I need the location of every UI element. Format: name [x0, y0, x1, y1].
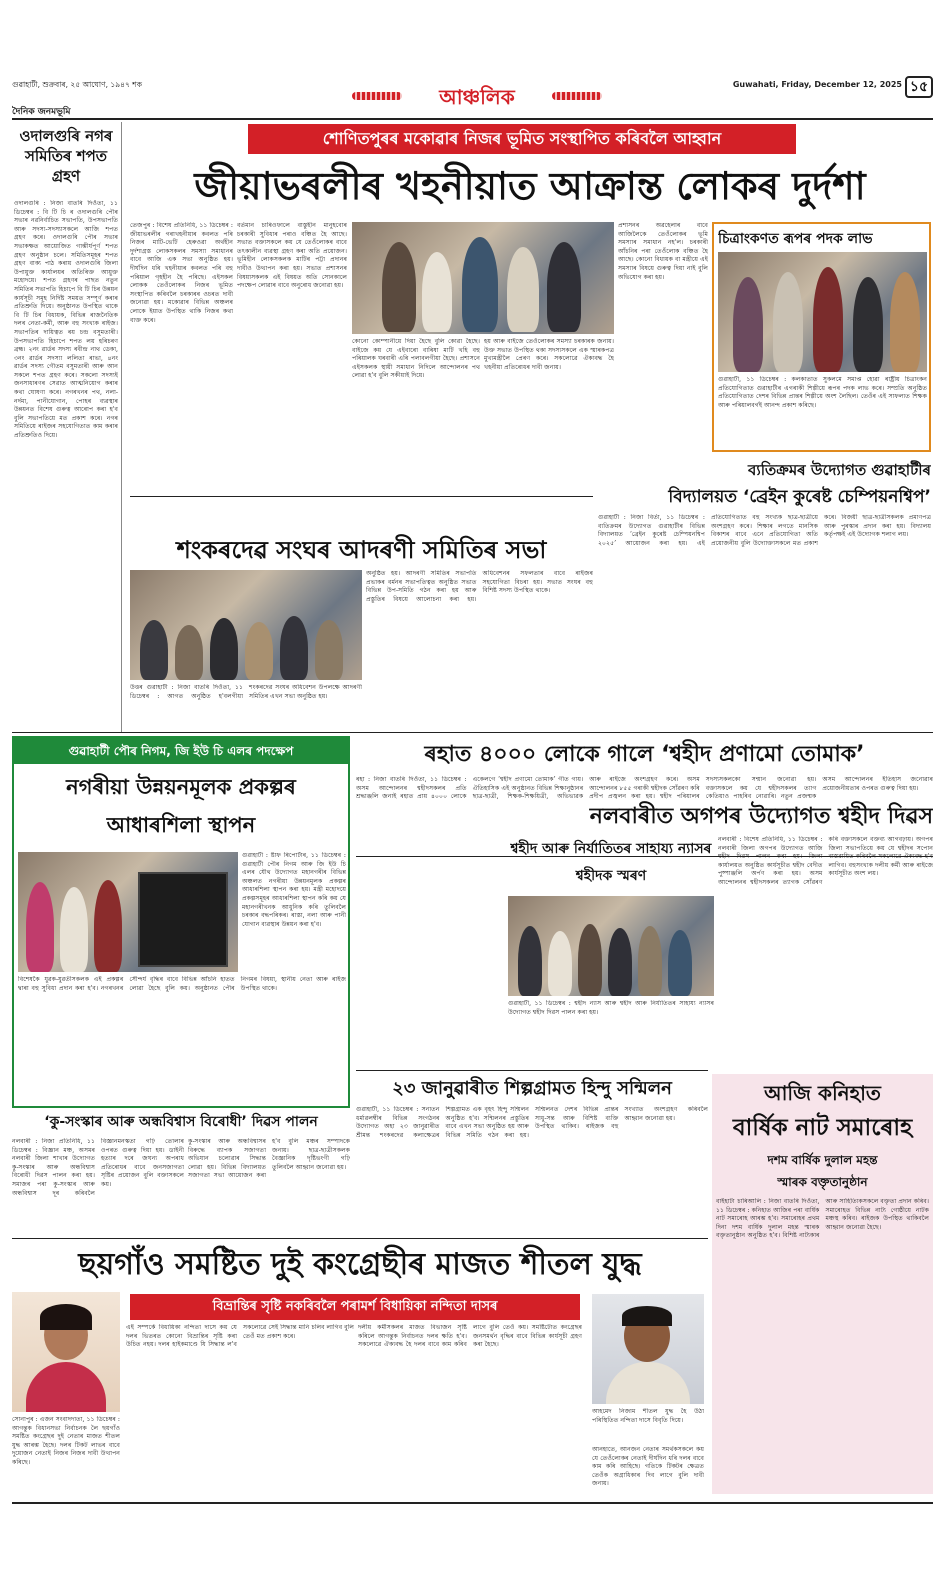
shankar-caption: উত্তৰ গুৱাহাটী : নিজা বাতৰি দিওঁতা, ১১ ডিচেম্বৰ : আগত অনুষ্ঠিত হ'বলগীয়া শংকৰদেৱ সংঘৰ অধিবেশন উপলক্ষে আদৰণী সমিতিৰ এখন সভা অনুষ্ঠিত হয়। [130, 684, 362, 700]
shankar-headline: শংকৰদেৱ সংঘৰ আদৰণী সমিতিৰ সভা [176, 536, 547, 564]
natak-sub-2: স্মাৰক বক্তৃতানুষ্ঠান [777, 1175, 868, 1189]
masthead-rule [12, 118, 933, 120]
hindu-body: গুৱাহাটী, ১১ ডিচেম্বৰ : সনাতন ধৰ্মাৱলম্বীৰ বিভিন্ন সংগঠনৰ উদ্যোগত অহা ২৩ জানুৱাৰীত শ্ৰীমন্ত শংকৰদেৱ কলাক্ষেত্ৰৰ শিল্পগ্ৰামত এক বৃহৎ হিন্দু সন্মিলন অনুষ্ঠিত হ'ব। সন্মিলনৰ প্ৰস্তুতিৰ বাবে এখন সভা অনুষ্ঠিত হয় আৰু বিভিন্ন সমিতি গঠন কৰা হয়। সন্মিলনত দেশৰ বিভিন্ন প্ৰান্তৰ সাধু-সন্ত আৰু বিশিষ্ট ব্যক্তি উপস্থিত থাকিব। ৰাইজক বহু সংখ্যাত অংশগ্ৰহণ কৰিবলৈ আহ্বান জনোৱা হয়। [356, 1106, 708, 1139]
natak-headline: বাৰ্ষিক নাট সমাৰোহ [732, 1115, 913, 1141]
date-right: Guwahati, Friday, December 12, 2025 [732, 80, 902, 89]
municipal-box [12, 736, 350, 1108]
chaygaon-kicker: বিভ্ৰান্তিৰ সৃষ্টি নকৰিবলৈ পৰামৰ্শ বিধায়িকা নন্দিতা দাসৰ [130, 1294, 580, 1320]
kusanskar-headline: ‘কু-সংস্কাৰ আৰু অন্ধবিশ্বাস বিৰোধী’ দিৱস পালন [44, 1114, 318, 1130]
rule-chaygaon [12, 1238, 708, 1239]
top-body-3: কোনো কোম্পানীয়ে দিয়া হৈছে বুলি কোৱা হৈছে। বাইজে কয় যে এইবাৰো বাৰিষা মাটি খহি বহু পৰিয়ালক ঘৰবাৰী এৰি পলাবলগীয়া হৈছে। প্ৰশাসনে এইসকলক স্থায়ী সমাধান নিদিলে আন্দোলনৰ পথ লোৱা হ'ব বুলি সকীয়াই দিয়ে। [352, 338, 480, 380]
hindu-headline: ২৩ জানুৱাৰীত শিল্পগ্ৰামত হিন্দু সন্মিলন [392, 1078, 672, 1099]
ornament-left [352, 92, 402, 100]
kusanskar-body-2: কু-সংস্কাৰ আৰু অন্ধবিশ্বাসৰ বিৰুদ্ধে ব্যাপক সজাগতা অভিযান চলোৱাৰ সিদ্ধান্ত লোৱা হয়। বিভিন্ন বিদ্যালয়ত সজাগতা সভা আয়োজন কৰা হ'ব বুলি মঞ্চৰ সম্পাদকে জনায়। ছাত্ৰ-ছাত্ৰীসকলক বৈজ্ঞানিক দৃষ্টিভংগী গঢ়ি তুলিবলৈ আহ্বান জনোৱা হয়। [188, 1138, 350, 1180]
award-photo [718, 252, 927, 372]
paper-name: দৈনিক জনমভূমি [12, 107, 71, 117]
municipal-kicker: গুৱাহাটী পৌৰ নিগম, জি ইউ চি এলৰ পদক্ষেপ [14, 738, 348, 764]
award-box [712, 222, 931, 452]
masthead [12, 76, 933, 116]
nalbari-body: নলবাৰী : বিশেষ প্ৰতিনিধি, ১১ ডিচেম্বৰ : নলবাৰী জিলা অগপৰ উদ্যোগত আজি শ্বহীদ দিৱস পালন কৰা হয়। জিলা কাৰ্যালয়ত অনুষ্ঠিত কাৰ্যসূচীত শ্বহীদ বেদীত পুষ্পাঞ্জলি অৰ্পণ কৰা হয়। অসম আন্দোলনৰ শ্বহীদসকলৰ ত্যাগক সোঁৱৰণ কৰি বক্তাসকলে বক্তব্য আগবঢ়ায়। অগপৰ জিলা সভাপতিয়ে কয় যে শ্বহীদৰ সপোন বাস্তৱায়িত কৰিবলৈ সকলোৱে ঐক্যবদ্ধ হ'ব লাগিব। বহুসংখ্যক দলীয় কৰ্মী আৰু ৰাইজে কাৰ্যসূচীত অংশ লয়। [718, 836, 933, 886]
shankar-body: অনুষ্ঠিত হয়। আদৰণী সমিতিৰ সভাপতি প্ৰভাকৰ বৰ্মনৰ সভাপতিত্বত অনুষ্ঠিত সভাত বিভিন্ন উপ-সমিতি গঠন কৰা হয় আৰু প্ৰস্তুতিৰ বিষয়ে আলোচনা কৰা হয়। অধিবেশনৰ সফলতাৰ বাবে ৰাইজৰ সহযোগিতা বিচৰা হয়। সভাত সংঘৰ বহু বিশিষ্ট সদস্য উপস্থিত থাকে। [366, 570, 593, 603]
municipal-body-2: বিশেষকৈ যুৱক-যুৱতীসকলক এই প্ৰকল্পৰ দ্বাৰা বহু সুবিধা প্ৰদান কৰা হ'ব। নগৰখনৰ সৌন্দৰ্য বৃদ্ধিৰ বাবে বিভিন্ন আঁচনি হাতত লোৱা হৈছে বুলি কয়। অনুষ্ঠানত পৌৰ নিগমৰ বিষয়া, স্থানীয় নেতা আৰু ৰাইজ উপস্থিত থাকে। [18, 976, 346, 992]
top-kicker: শোণিতপুৰৰ মকোৱাৰ নিজৰ ভূমিত সংস্থাপিত কৰিবলৈ আহ্বান [248, 124, 796, 154]
brain-headline: বিদ্যালয়ত ‘ব্ৰেইন কুৰেষ্ট চেম্পিয়নশ্বিপ’ [668, 487, 931, 507]
municipal-photo [18, 852, 238, 972]
top-body-1: তেজপুৰ : বিশেষ প্ৰতিনিধি, ১১ ডিচেম্বৰ : জীয়াভৰলীৰ গৰাখহনীয়াৰ কবলত পৰি নিজৰ মাটি-ভেটি হেৰুওৱা অৰ্থহীন দুৰ্দশাগ্ৰস্ত লোকসকলৰ সমস্যা সমাধানৰ বাবে আজি এক সভা অনুষ্ঠিত হয়। দীৰ্ঘদিন ধৰি খহনীয়াৰ কবলত পৰি বহু পৰিয়াল গৃহহীন হৈ পৰিছে। এইসকল লোকক তেওঁলোকৰ নিজৰ ভূমিত সংস্থাপিত কৰিবলৈ চৰকাৰৰ ওচৰত দাবী জনোৱা হয়। মকোৱাৰ বিভিন্ন অঞ্চলৰ লোকে ইয়াত উপস্থিত থাকি নিজৰ কথা ব্যক্ত কৰে। [130, 222, 233, 324]
rule-mid [12, 732, 933, 733]
page-number: ১৫ [905, 76, 933, 98]
natak-body: বাইহাটা চাৰিআলি : নিজা বাতৰি দিওঁতা, ১১ ডিচেম্বৰ : কনিহাত আজিৰ পৰা বাৰ্ষিক নাট সমাৰোহ আৰম্ভ হ'ব। সমাৰোহৰ প্ৰথম দিনা দশম বাৰ্ষিক দুলাল মহন্ত স্মাৰক বক্তৃতানুষ্ঠান অনুষ্ঠিত হ'ব। বিশিষ্ট নাট্যকাৰ আৰু সাহিত্যিকসকলে বক্তৃতা প্ৰদান কৰিব। সমাৰোহত বিভিন্ন নাট্য গোষ্ঠীয়ে নাটক মঞ্চস্থ কৰিব। ৰাইজক উপস্থিত থাকিবলৈ আহ্বান জনোৱা হৈছে। [716, 1198, 929, 1240]
nalbari-kicker: নলবাৰীত অগপৰ উদ্যোগত শ্বহীদ দিৱস [508, 800, 933, 834]
left-body: ওদালগুৰি : নিজা বাতৰি দিওঁতা, ১১ ডিচেম্বৰ : বি টি চি ৰ ওদালগুৰি পৌৰ সভাৰ নৱনিৰ্বাচিত সভাপতি, উপসভাপতি আৰু সদস্য-সদস্যাসকলে আজি শপত গ্ৰহণ কৰে। ওদালগুৰি পৌৰ সভাৰ সভাকক্ষত আয়োজিত গাম্ভীৰ্যপূৰ্ণ শপত গ্ৰহণ অনুষ্ঠান চলে। সমিতিসমূহৰ শপত গ্ৰহণ বাক্য পাঠ কৰায় ওদালগুৰি জিলা উপায়ুক্ত কাৰ্যালয়ৰ অতিৰিক্ত আয়ুক্ত মহোদয়ে। শপত গ্ৰহণৰ পাছত নতুন সমিতিৰ সভাপতি হিচাপে বি টি চিৰ উন্নয়ন কাৰ্যসূচী সমূহ নিৰ্দিষ্ট সময়ত সম্পূৰ্ণ কৰাৰ প্ৰতিশ্ৰুতি দিয়ে। অনুষ্ঠানত উপস্থিত থাকে বি টি চিৰ বিধায়ক, বিভিন্ন ৰাজনৈতিক দলৰ নেতা-কৰ্মী, আৰু বহু সংখ্যক ৰাইজ। সভাপতিৰ দায়িত্বত ৰয় চন্দ্ৰ বসুমতাৰী। উপসভাপতি হিচাপে শপত লয় হৰিচৰণ ব্ৰহ্ম। ২নং ৱাৰ্ডৰ সদস্য ৰবীন্দ্ৰ নাথ ডেকা, ৩নং ৱাৰ্ডৰ সদস্যা ললিতা ৰাভা, ৪নং ৱাৰ্ডৰ সদস্য গৌতম বসুমতাৰী আৰু আন সকলে শপত গ্ৰহণ কৰে। সকলো সদস্যই জনসাধাৰণৰ সেৱাত আত্মনিয়োগ কৰাৰ কথা ঘোষণা কৰে। নগৰখনৰ পথ, নলা-নৰ্দমা, পানীযোগান, পোহৰ ব্যৱস্থাৰ উন্নয়নত বিশেষ গুৰুত্ব আৰোপ কৰা হ'ব বুলি সভাপতিয়ে মত প্ৰকাশ কৰে। নগৰ সমিতিয়ে ৰাইজৰ সহযোগিতাত কাম কৰাৰ প্ৰতিশ্ৰুতিও দিয়ে। [14, 200, 118, 440]
chaygaon-body-2: এই সম্পৰ্কে বিধায়িকা নন্দিতা দাসে কয় যে দলৰ ভিতৰত কোনো বিভ্ৰান্তিৰ সৃষ্টি কৰা উচিত নহয়। দলৰ হাইকমাণ্ডে যি সিদ্ধান্ত ল'ব সকলোৱে সেই সিদ্ধান্ত মানি চলিব লাগিব বুলি তেওঁ মত প্ৰকাশ কৰে। [126, 1324, 354, 1349]
left-headline: ওদালগুৰি নগৰ সমিতিৰ শপত গ্ৰহণ [19, 127, 113, 185]
nalbari-headline: শ্বহীদ আৰু নিৰ্যাতিতৰ সাহায্য ন্যাসৰ শ্বহীদক স্মৰণ [510, 841, 712, 884]
brain-kicker: ব্যতিক্ৰমৰ উদ্যোগত গুৱাহাটীৰ [748, 461, 931, 479]
brain-body: গুৱাহাটী : নিজা বিৰ্তা, ১১ ডিচেম্বৰ : ব্যতিক্ৰমৰ উদ্যোগত গুৱাহাটীৰ বিভিন্ন বিদ্যালয়ত ‘ব্ৰেইন কুৰেষ্ট চেম্পিয়নশ্বিপ ২০২৫’ আয়োজন কৰা হয়। এই প্ৰতিযোগিতাত বহু সংখ্যক ছাত্ৰ-ছাত্ৰীয়ে অংশগ্ৰহণ কৰে। শিক্ষাৰ লগতে মানসিক বিকাশৰ বাবে এনে প্ৰতিযোগিতা অতি প্ৰয়োজনীয় বুলি উদ্যোক্তাসকলে মত প্ৰকাশ কৰে। বিজয়ী ছাত্ৰ-ছাত্ৰীসকলক প্ৰমাণপত্ৰ আৰু পুৰস্কাৰ প্ৰদান কৰা হয়। বিদ্যালয় কৰ্তৃপক্ষই এই উদ্যোগক শলাগ লয়। [598, 514, 931, 547]
nalbari-photo [508, 896, 714, 996]
nandita-das-photo [12, 1292, 120, 1412]
chaygaon-body-3: দলীয় কৰ্মীসকলৰ মাজত বিভাজন সৃষ্টি কৰিলে আগন্তুক নিৰ্বাচনত দলৰ ক্ষতি হ'ব। সকলোৱে ঐক্যবদ্ধ হৈ দলৰ বাবে কাম কৰিব লাগে বুলি তেওঁ কয়। সমষ্টিটোত কংগ্ৰেছৰ জনসমৰ্থন বৃদ্ধিৰ বাবে বিভিন্ন কাৰ্যসূচী গ্ৰহণ কৰা হৈছে। [358, 1324, 582, 1349]
municipal-headline: নগৰীয়া উন্নয়নমূলক প্ৰকল্পৰ আধাৰশিলা স্থাপন [66, 775, 296, 837]
natak-box [712, 1074, 933, 1494]
top-body-4: প্ৰশাসনৰ অৱহেলাৰ বাবে আজিলৈকে তেওঁলোকৰ ভূমি সমস্যাৰ সমাধান নহ'ল। চৰকাৰী আঁচনিৰ পৰা তেওঁলোক বঞ্চিত হৈ আছে। কোনো বিধায়ক বা মন্ত্ৰীয়ে এই সমস্যাৰ বিষয়ে গুৰুত্ব দিয়া নাই বুলি অভিযোগ কৰা হয়। [618, 222, 708, 281]
top-story-photo [352, 222, 614, 334]
bottom-rule [12, 1502, 933, 1504]
natak-kicker: আজি কনিহাত [764, 1081, 881, 1105]
shankar-photo [130, 570, 362, 680]
rule-hindu [356, 1070, 708, 1071]
chaygaon-caption: আহমেদ নিজাম শীতল যুদ্ধ হৈ উঠা পৰিস্থিতিত নন্দিতা দাসে বিবৃতি দিয়ে। [592, 1408, 704, 1424]
rule-shankar [130, 496, 593, 497]
ahmed-nizam-photo [592, 1294, 704, 1404]
left-column [12, 122, 122, 732]
natak-sub-1: দশম বাৰ্ষিক দুলাল মহন্ত [767, 1153, 878, 1167]
chaygaon-headline: ছয়গাঁও সমষ্টিত দুই কংগ্ৰেছীৰ মাজত শীতল যুদ্ধ [78, 1247, 642, 1282]
award-body: গুৱাহাটী, ১১ ডিচেম্বৰ : কলকাতাত সুকলমে সমাপ্ত হোৱা ৰাষ্ট্ৰীয় চিত্ৰাংকন প্ৰতিযোগিতাত গুৱাহাটীৰ এগৰাকী শিল্পীয়ে ৰূপৰ পদক লাভ কৰে। সম্প্ৰতি অনুষ্ঠিত প্ৰতিযোগিতাত দেশৰ বিভিন্ন প্ৰান্তৰ শিল্পীয়ে অংশ লৈছিল। তেওঁৰ এই সাফল্যত শিক্ষক আৰু পৰিয়ালবৰ্গই আনন্দ প্ৰকাশ কৰিছে। [718, 376, 927, 409]
martyr-headline: ৰহাত ৪০০০ লোকে গালে ‘শ্বহীদ প্ৰণামো তোমাক’ [424, 742, 865, 767]
kusanskar-body: নলবাৰী : নিজা প্ৰতিনিধি, ১১ ডিচেম্বৰ : বিজ্ঞান মঞ্চ, অসমৰ নলবাৰী জিলা শাখাৰ উদ্যোগত কু-সংস্কাৰ আৰু অন্ধবিশ্বাস বিৰোধী দিৱস পালন কৰা হয়। সমাজৰ পৰা কু-সংস্কাৰ আৰু অন্ধবিশ্বাস দূৰ কৰিবলৈ বিজ্ঞানমনস্কতা গঢ়ি তোলাৰ ওপৰত গুৰুত্ব দিয়া হয়। ডাইনী হত্যাৰ দৰে জঘন্য অপৰাধ প্ৰতিৰোধৰ বাবে জনসজাগতা সৃষ্টিৰ প্ৰয়োজন বুলি বক্তাসকলে কয়। [12, 1138, 184, 1197]
martyr-body: ৰহা : নিজা বাতৰি দিওঁতা, ১১ ডিচেম্বৰ : অসম আন্দোলনৰ শ্বহীদসকলৰ প্ৰতি শ্ৰদ্ধাঞ্জলি জনাই ৰহাত প্ৰায় ৪০০০ লোকে একেলগে ‘শ্বহীদ প্ৰণামো তোমাক’ গীত গায়। ঐতিহাসিক এই অনুষ্ঠানত বিভিন্ন শিক্ষানুষ্ঠানৰ ছাত্ৰ-ছাত্ৰী, শিক্ষক-শিক্ষয়িত্ৰী, অভিভাৱক আৰু ৰাইজে অংশগ্ৰহণ কৰে। অসম আন্দোলনৰ ৮৫৫ গৰাকী শ্বহীদক সোঁৱৰণ কৰি প্ৰদীপ প্ৰজ্বলন কৰা হয়। শ্বহীদ পৰিয়ালৰ সদস্যসকলকো সন্মান জনোৱা হয়। বক্তাসকলে কয় যে শ্বহীদসকলৰ ত্যাগ কেতিয়াও পাহৰিব নোৱাৰি। নতুন প্ৰজন্মক অসম আন্দোলনৰ ইতিহাস জনোৱাৰ প্ৰয়োজনীয়তাৰ ওপৰত গুৰুত্ব দিয়া হয়। [356, 776, 933, 801]
date-left: গুৱাহাটী, শুক্ৰবাৰ, ২৫ আঘোণ, ১৯৪৭ শক [12, 80, 142, 89]
top-headline: জীয়াভৰলীৰ খহনীয়াত আক্ৰান্ত লোকৰ দুৰ্দশা [194, 164, 866, 208]
municipal-body: গুৱাহাটী : ষ্টাফ ৰিপোৰ্টাৰ, ১১ ডিচেম্বৰ : গুৱাহাটী পৌৰ নিগম আৰু জি ইউ চি এলৰ যৌথ উদ্যোগত মহানগৰীৰ বিভিন্ন অঞ্চলত নগৰীয়া উন্নয়নমূলক প্ৰকল্পৰ আধাৰশিলা স্থাপন কৰা হয়। মন্ত্ৰী মহোদয়ে প্ৰকল্পসমূহৰ আধাৰশিলা স্থাপন কৰি কয় যে মহানগৰীখনক আধুনিক কৰি তুলিবলৈ চৰকাৰ বদ্ধপৰিকৰ। ৰাস্তা, নলা আৰু পানী যোগান ব্যৱস্থাৰ উন্নয়ন কৰা হ'ব। [242, 852, 346, 928]
ornament-right [552, 92, 602, 100]
section-title: আঞ্চলিক [439, 85, 515, 109]
top-body-2: বৰ্তমান চাৰিওফালে বাস্তুহীন মানুহবোৰ চৰকাৰী সুবিধাৰ পৰাও বঞ্চিত হৈ আছে। সভাত বক্তাসকলে কয় যে তেওঁলোকৰ বাবে তৎকালীন ব্যৱস্থা গ্ৰহণ কৰা অতি প্ৰয়োজন। ভূমিহীন লোকসকলক মাটিৰ পট্টা প্ৰদানৰ দাবীও উত্থাপন কৰা হয়। সভাত প্ৰশাসনৰ বিষয়াসকলক এই বিষয়ত অতি সোনকালে পদক্ষেপ লোৱাৰ বাবে অনুৰোধ জনোৱা হয়। [237, 222, 347, 290]
award-headline: চিত্ৰাংকণত ৰূপৰ পদক লাভ [718, 231, 873, 247]
chaygaon-body-4: আনহাতে, আনজন নেতাৰ সমৰ্থকসকলে কয় যে তেওঁলোকৰ নেতাই দীৰ্ঘদিন ধৰি দলৰ বাবে কাম কৰি আহিছে। গতিকে টিকটৰ ক্ষেত্ৰত তেওঁক অগ্ৰাধিকাৰ দিব লাগে বুলি দাবী জনায়। [592, 1446, 704, 1488]
chaygaon-body-1: সোনাপুৰ : এজন সংবাদদাতা, ১১ ডিচেম্বৰ : আগন্তুক বিধানসভা নিৰ্বাচনক লৈ ছয়গাঁও সমষ্টিত কংগ্ৰেছৰ দুই নেতাৰ মাজত শীতল যুদ্ধ আৰম্ভ হৈছে। দলৰ টিকট লাভৰ বাবে দুয়োজন নেতাই নিজৰ নিজৰ দাবী উত্থাপন কৰিছে। [12, 1416, 120, 1466]
nalbari-caption: গুৱাহাটী, ১১ ডিচেম্বৰ : শ্বহীদ ন্যাস আৰু শ্বহীদ আৰু নিৰ্যাতিতৰ সাহায্য ন্যাসৰ উদ্যোগত শ্বহীদ দিৱস পালন কৰা হয়। [508, 1000, 714, 1016]
top-body-5: হয় আৰু বাইজে তেওঁলোকৰ সমস্যা চৰকাৰক জনায়। উক্ত সভাত উপস্থিত থকা সদস্যসকলে এক স্মাৰকপত্ৰ মুখ্যমন্ত্ৰীলৈ প্ৰেৰণ কৰে। সকলোৱে ঐক্যবদ্ধ হৈ খহনীয়া প্ৰতিৰোধৰ দাবী জনায়। [484, 338, 614, 371]
